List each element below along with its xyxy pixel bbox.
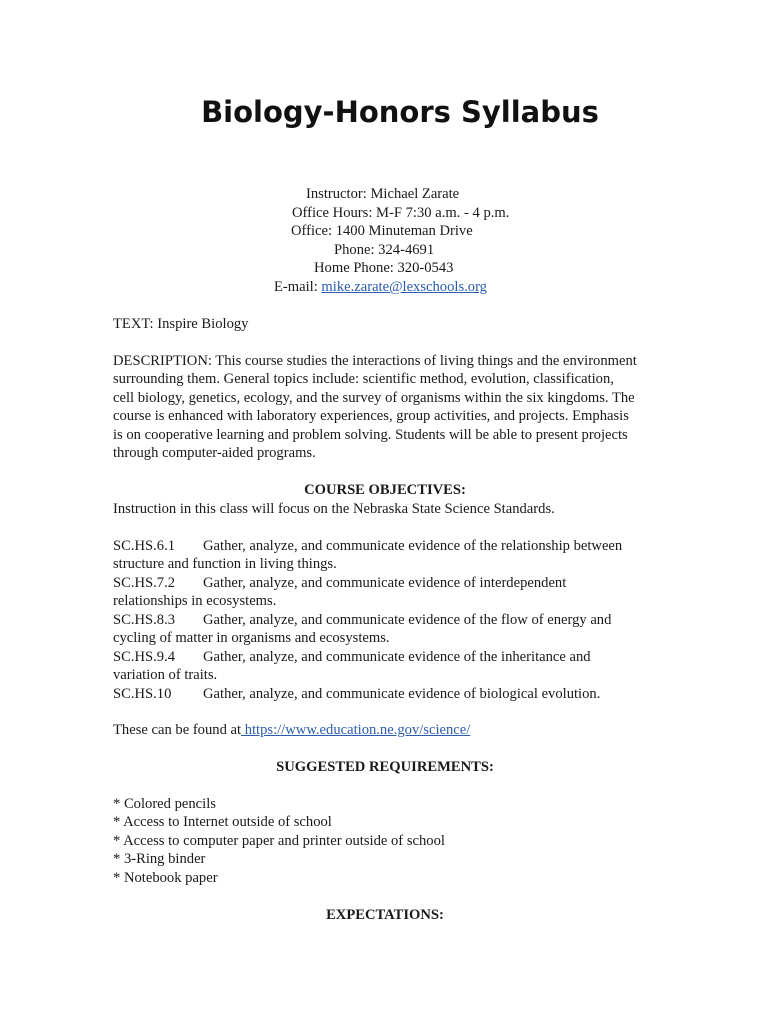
standard-text: Gather, analyze, and communicate evidence of interdependent — [203, 575, 567, 591]
standards-source-link[interactable]: https://www.education.ne.gov/science/ — [241, 722, 471, 738]
standards-source-line — [113, 721, 673, 739]
page-title: Biology-Honors Syllabus — [201, 95, 599, 129]
standards-source-label: These can be found at — [113, 722, 242, 738]
description-line: course is enhanced with laboratory experiences, group activities, and projects. Emphasis — [113, 408, 629, 425]
instructor-line: Instructor: Michael Zarate — [306, 186, 460, 202]
requirement-item: * Colored pencils — [113, 796, 216, 812]
standard-text: Gather, analyze, and communicate evidence of biological evolution. — [203, 686, 601, 702]
description-line: surrounding them. General topics include: scientific method, evolution, classification, — [113, 371, 614, 388]
phone-line: Phone: 324-4691 — [334, 242, 435, 258]
home-phone-line: Home Phone: 320-0543 — [314, 260, 454, 276]
standard-code: SC.HS.7.2 — [113, 575, 176, 591]
office-line: Office: 1400 Minuteman Drive — [291, 223, 473, 239]
email-label: E-mail: — [274, 279, 322, 295]
description-line: cell biology, genetics, ecology, and the survey of organisms within the six kingdoms. The — [113, 389, 635, 406]
standard-text: Gather, analyze, and communicate evidence of the inheritance and — [203, 649, 591, 665]
standard-text-continued: structure and function in living things. — [113, 556, 337, 573]
description-line: through computer-aided programs. — [113, 445, 316, 462]
objectives-heading: COURSE OBJECTIVES: — [304, 482, 466, 498]
standard-item — [113, 574, 673, 611]
standard-item — [113, 611, 673, 648]
standard-code: SC.HS.6.1 — [113, 538, 176, 554]
standard-text-continued: cycling of matter in organisms and ecosystems. — [113, 630, 390, 647]
requirements-heading: SUGGESTED REQUIREMENTS: — [276, 759, 494, 775]
office-hours-line: Office Hours: M-F 7:30 a.m. - 4 p.m. — [292, 205, 510, 221]
email-link[interactable]: mike.zarate@lexschools.org — [321, 279, 487, 295]
standard-item — [113, 537, 673, 574]
requirement-item: * Notebook paper — [113, 870, 218, 886]
expectations-heading: EXPECTATIONS: — [326, 907, 444, 923]
standard-item — [113, 685, 673, 703]
standard-text-continued: variation of traits. — [113, 667, 218, 684]
standard-item — [113, 648, 673, 685]
standard-text: Gather, analyze, and communicate evidence of the flow of energy and — [203, 612, 612, 628]
standard-code: SC.HS.9.4 — [113, 649, 176, 665]
objectives-intro: Instruction in this class will focus on the Nebraska State Science Standards. — [113, 501, 555, 517]
text-line: TEXT: Inspire Biology — [113, 316, 249, 332]
description-line: is on cooperative learning and problem solving. Students will be able to present projects — [113, 426, 628, 443]
requirement-item: * 3-Ring binder — [113, 851, 206, 867]
requirement-item: * Access to computer paper and printer outside of school — [113, 833, 445, 849]
standard-code: SC.HS.10 — [113, 686, 172, 702]
requirement-item: * Access to Internet outside of school — [113, 814, 332, 830]
standard-code: SC.HS.8.3 — [113, 612, 176, 628]
standard-text: Gather, analyze, and communicate evidence of the relationship between — [203, 538, 623, 554]
email-line — [274, 278, 487, 296]
standard-text-continued: relationships in ecosystems. — [113, 593, 277, 610]
description-line: DESCRIPTION: This course studies the interactions of living things and the environment — [113, 353, 637, 369]
description-paragraph — [113, 352, 673, 462]
